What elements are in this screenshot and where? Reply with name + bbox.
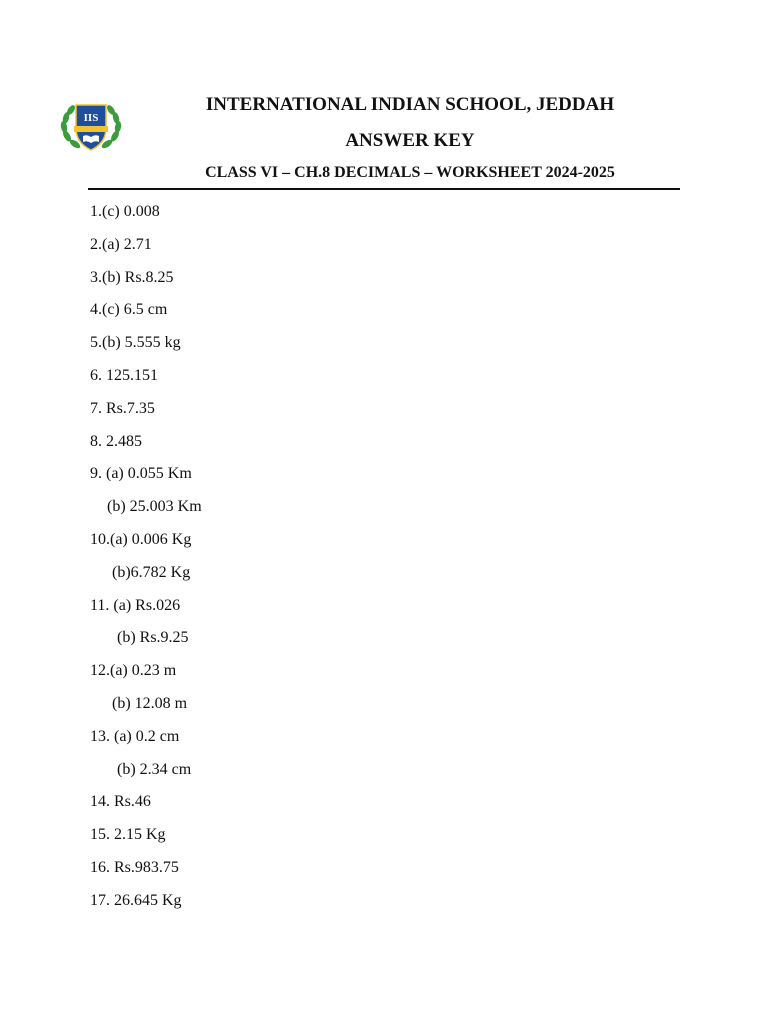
answer-item: 13. (a) 0.2 cm [90, 727, 180, 745]
school-name: INTERNATIONAL INDIAN SCHOOL, JEDDAH [205, 94, 615, 115]
answer-item: 7. Rs.7.35 [90, 399, 155, 417]
logo-text: IIS [83, 112, 99, 124]
answer-item: (b) Rs.9.25 [117, 629, 189, 647]
answer-item: 2.(a) 2.71 [90, 235, 152, 253]
answer-list [90, 201, 202, 923]
answer-item: 17. 26.645 Kg [90, 891, 182, 909]
answer-item: (b) 12.08 m [112, 694, 188, 712]
answer-item: 15. 2.15 Kg [90, 826, 166, 844]
answer-item: 12.(a) 0.23 m [90, 662, 177, 680]
answer-item: 14. Rs.46 [90, 793, 151, 811]
answer-item: 8. 2.485 [90, 432, 142, 450]
answer-item: 6. 125.151 [90, 366, 158, 384]
answer-item: 3.(b) Rs.8.25 [90, 268, 174, 286]
answer-item: (b)6.782 Kg [112, 563, 191, 581]
answer-item: 1.(c) 0.008 [90, 203, 160, 220]
answer-item: 9. (a) 0.055 Km [90, 465, 192, 483]
document-title: ANSWER KEY [345, 130, 475, 151]
answer-item: 5.(b) 5.555 kg [90, 334, 181, 352]
answer-item: (b) 25.003 Km [107, 498, 202, 516]
header-divider [88, 188, 680, 190]
answer-item: 10.(a) 0.006 Kg [90, 530, 192, 548]
answer-item: (b) 2.34 cm [117, 760, 192, 778]
answer-item: 4.(c) 6.5 cm [90, 301, 168, 319]
worksheet-subtitle: CLASS VI – CH.8 DECIMALS – WORKSHEET 2024-2025 [205, 164, 615, 181]
answer-item: 11. (a) Rs.026 [90, 596, 181, 614]
answer-item: 16. Rs.983.75 [90, 858, 179, 876]
